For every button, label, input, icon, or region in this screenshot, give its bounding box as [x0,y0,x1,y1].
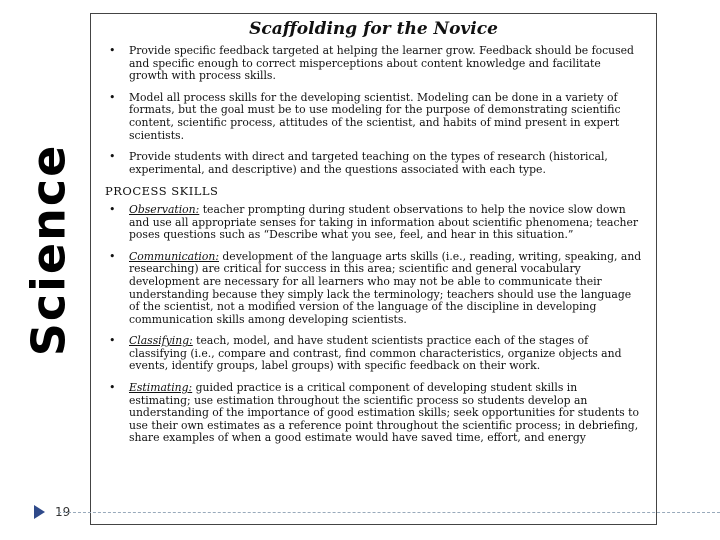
document-page [90,13,657,525]
skill-text: teach, model, and have student scientists practice each of the stages of classifying (i.e., compare and contrast, find common characteristics, organize objects and events, identify groups, label groups) with specific feedback on their work. [129,334,622,373]
skill-label: Observation: [129,202,200,216]
intro-bullet-list [105,45,642,176]
side-title [18,143,78,357]
page-number: 19 [55,505,71,519]
skill-text: teacher prompting during student observations to help the novice slow down and use all appropriate senses for taking in information about scientific phenomena; teacher poses questions such as “Describe what you see, feel, and hear in this situation.” [129,202,639,242]
list-item: • Provide specific feedback targeted at helping the learner grow. Feedback should be focused and specific enough to correct misperceptions about content knowledge and facilitate growth with process skills. [105,45,642,83]
skill-text: guided practice is a critical component of developing student skills in estimating; use estimation throughout the scientific process so students develop an understanding of the importance of good estimation skills; seek opportunities for students to use their own estimates as a reference point throughout the scientific process; in debriefing, share examples of when a good estimate would have saved time, effort, and energy [129,381,639,445]
skill-label: Communication: [129,249,219,263]
list-item [105,382,642,445]
section-heading: PROCESS SKILLS [105,184,219,199]
skill-label: Classifying: [129,334,193,348]
list-item: • Provide students with direct and targeted teaching on the types of research (historical, experimental, and descriptive) and the questions associated with each type. [105,151,642,176]
slide-marker-icon [34,505,45,519]
process-skills-list [105,204,642,445]
list-item [105,204,642,242]
list-item: • Model all process skills for the developing scientist. Modeling can be done in a variety of formats, but the goal must be to use modeling for the purpose of demonstrating scientific content, scientific process, attitudes of the scientist, and habits of mind present in expert scientists. [105,92,642,142]
skill-text: development of the language arts skills (i.e., reading, writing, speaking, and researching) are critical for success in this area; scientific and general vocabulary development are necessary for all learners who may not be able to communicate their understanding because they simply lack the terminology; teachers should use the language of the scientist, not a modified version of the language of the discipline in developing communication skills among developing scientists. [129,249,642,326]
list-item [105,335,642,373]
footer-divider [58,512,720,513]
document-title: Scaffolding for the Novice [249,19,498,39]
skill-label: Estimating: [129,381,193,395]
list-item [105,251,642,327]
side-title-text: Science [21,143,76,357]
